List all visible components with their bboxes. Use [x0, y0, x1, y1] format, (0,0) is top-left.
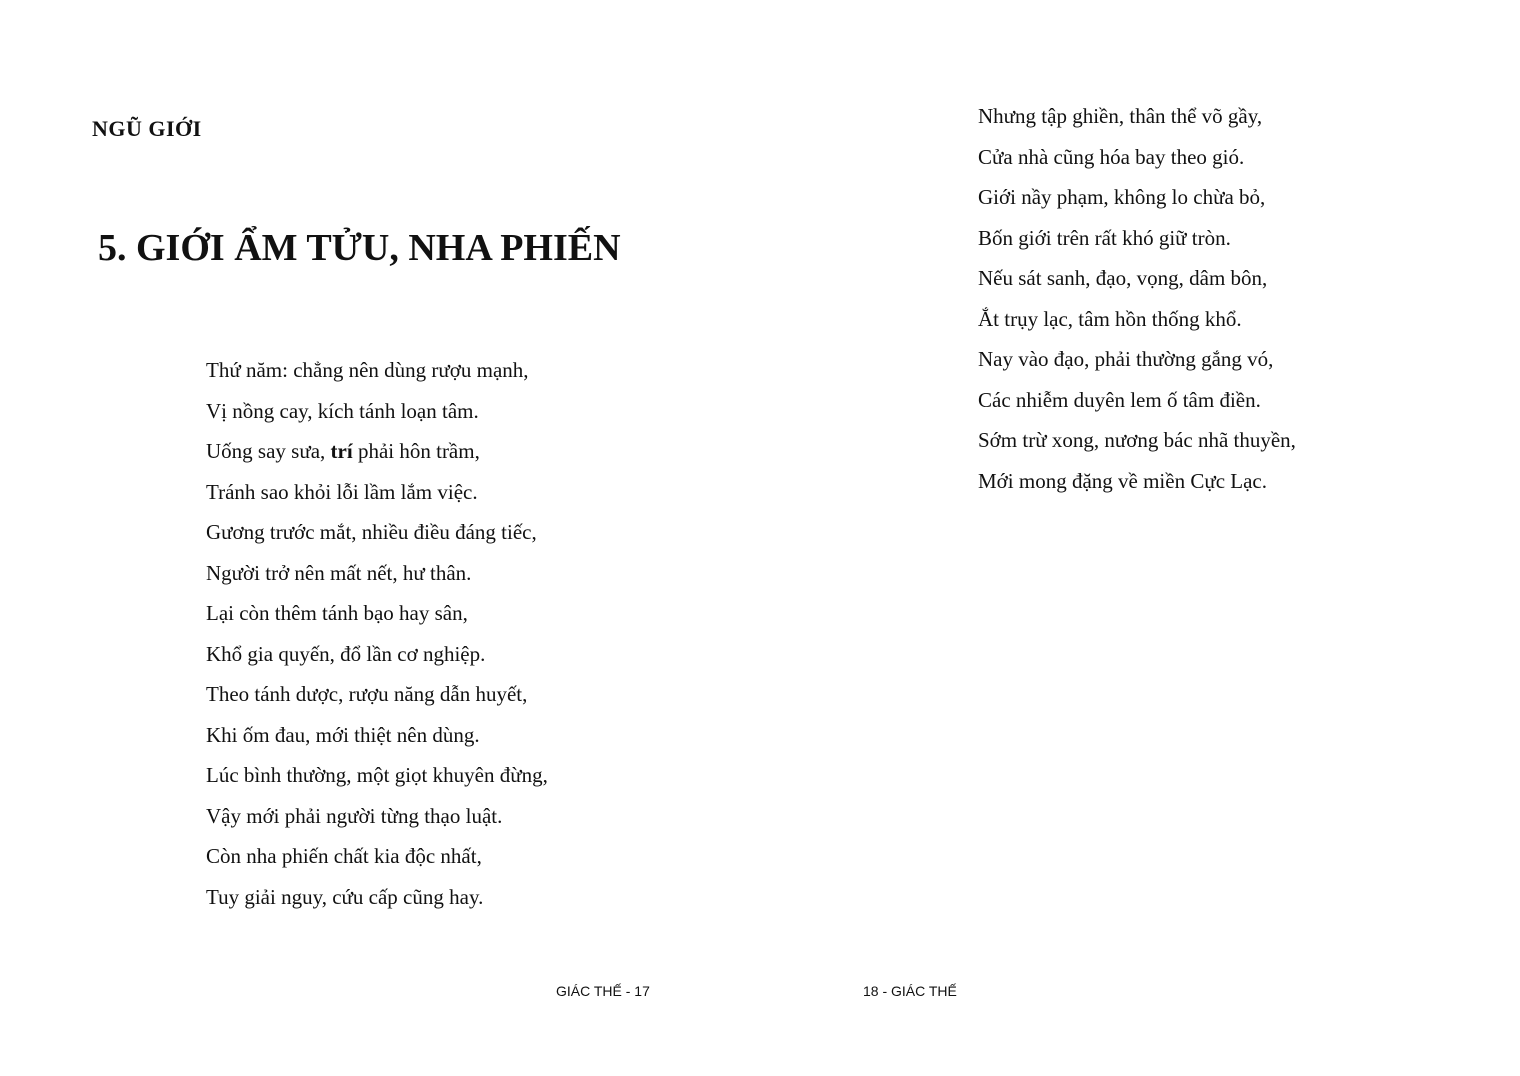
right-page — [760, 0, 1520, 1076]
verse-line — [206, 431, 548, 472]
verse-line: Nếu sát sanh, đạo, vọng, dâm bôn, — [978, 266, 1268, 290]
verse-line: Khổ gia quyến, đổ lần cơ nghiệp. — [206, 641, 486, 666]
verse-text: phải hôn trầm, — [352, 439, 480, 463]
verse-line: Giới nầy phạm, không lo chừa bỏ, — [978, 185, 1266, 209]
verse-line: Khi ốm đau, mới thiệt nên dùng. — [206, 722, 480, 747]
verse-text: Uống say sưa, — [206, 439, 331, 463]
verse-line: Sớm trừ xong, nương bác nhã thuyền, — [978, 428, 1296, 452]
page-footer-left: GIÁC THẾ - 17 — [556, 983, 650, 999]
verse-line: Tuy giải nguy, cứu cấp cũng hay. — [206, 884, 484, 909]
verse-line: Vậy mới phải người từng thạo luật. — [206, 803, 503, 828]
page-footer-right: 18 - GIÁC THẾ — [863, 983, 957, 999]
verse-line: Vị nồng cay, kích tánh loạn tâm. — [206, 398, 479, 423]
verse-line: Gương trước mắt, nhiều điều đáng tiếc, — [206, 520, 537, 544]
emphasized-word: trí — [330, 439, 353, 463]
verse-line: Bốn giới trên rất khó giữ tròn. — [978, 225, 1231, 250]
verse-line: Nhưng tập ghiền, thân thể võ gầy, — [978, 104, 1263, 128]
verse-line: Mới mong đặng về miền Cực Lạc. — [978, 468, 1268, 493]
verse-line: Lúc bình thường, một giọt khuyên đừng, — [206, 763, 548, 787]
verse-line: Ắt trụy lạc, tâm hồn thống khổ. — [978, 306, 1242, 331]
verse-line: Lại còn thêm tánh bạo hay sân, — [206, 601, 468, 625]
left-verse — [206, 350, 548, 917]
verse-line: Người trở nên mất nết, hư thân. — [206, 560, 472, 585]
verse-line: Còn nha phiến chất kia độc nhất, — [206, 844, 482, 868]
section-header: NGŨ GIỚI — [92, 116, 202, 141]
chapter-title: 5. GIỚI ẨM TỬU, NHA PHIẾN — [98, 227, 621, 269]
right-verse — [978, 96, 1296, 501]
verse-line: Cửa nhà cũng hóa bay theo gió. — [978, 144, 1245, 169]
verse-line: Theo tánh dược, rượu năng dẫn huyết, — [206, 682, 528, 706]
verse-line: Nay vào đạo, phải thường gắng vó, — [978, 347, 1274, 371]
verse-line: Tránh sao khỏi lỗi lầm lắm việc. — [206, 479, 478, 504]
verse-line: Thứ năm: chẳng nên dùng rượu mạnh, — [206, 358, 529, 382]
verse-line: Các nhiễm duyên lem ố tâm điền. — [978, 387, 1261, 412]
